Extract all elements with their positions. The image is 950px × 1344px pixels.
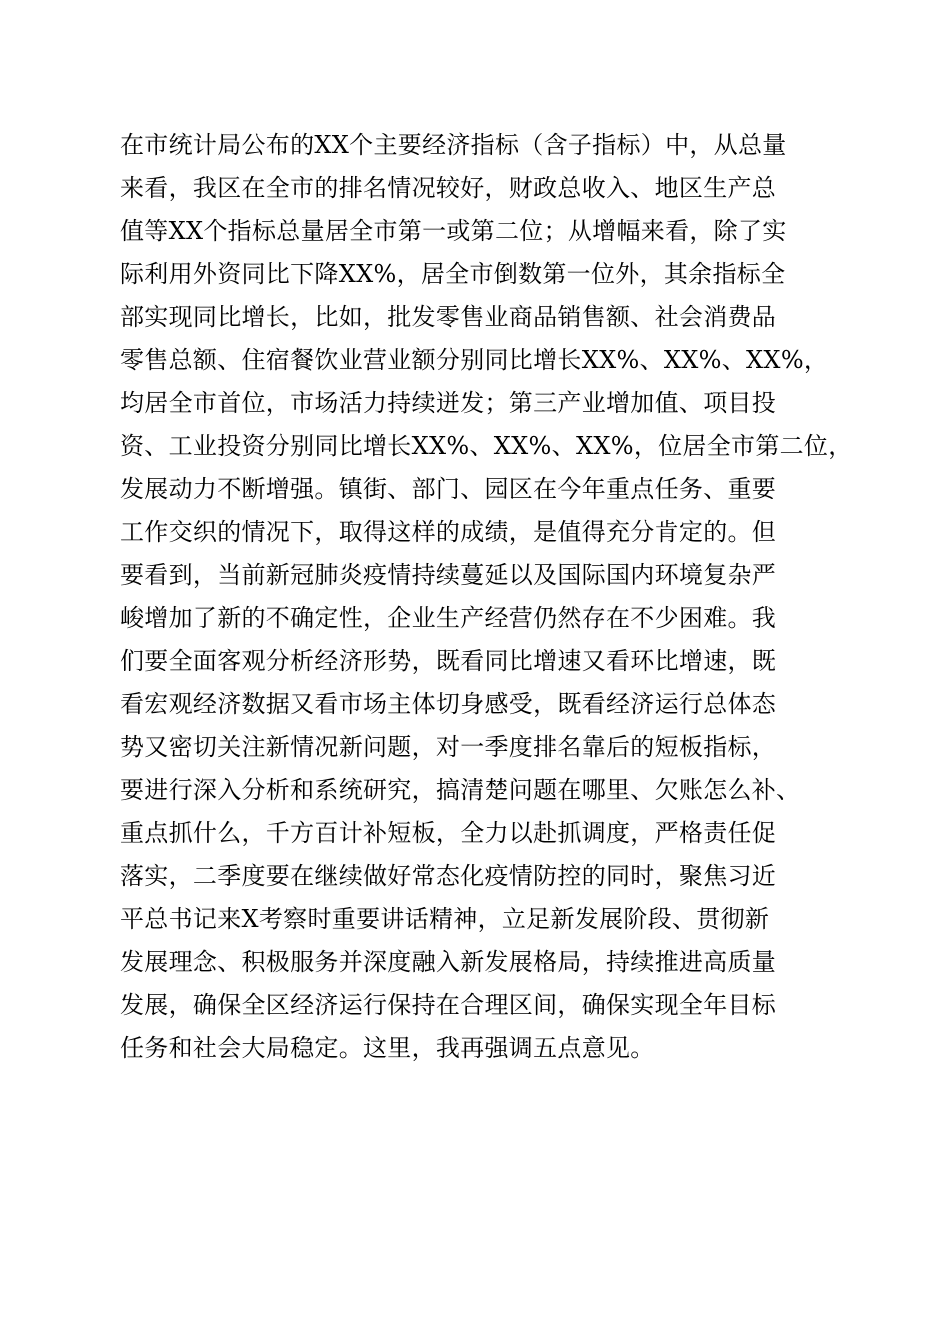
text-line-21: 发展，确保全区经济运行保持在合理区间，确保实现全年目标 [120, 991, 777, 1019]
text-line-2: 来看，我区在全市的排名情况较好，财政总收入、地区生产总 [120, 174, 777, 202]
text-line-20: 发展理念、积极服务并深度融入新发展格局，持续推进高质量 [120, 948, 777, 976]
text-line-8: 资、工业投资分别同比增长XX%、XX%、XX%，位居全市第二位， [120, 432, 853, 460]
text-line-15: 势又密切关注新情况新问题，对一季度排名靠后的短板指标， [120, 733, 777, 761]
text-line-22: 任务和社会大局稳定。这里，我再强调五点意见。 [120, 1034, 655, 1062]
text-line-11: 要看到，当前新冠肺炎疫情持续蔓延以及国际国内环境复杂严 [120, 561, 777, 589]
text-line-7: 均居全市首位，市场活力持续迸发；第三产业增加值、项目投 [120, 389, 777, 417]
text-line-17: 重点抓什么，千方百计补短板，全力以赴抓调度，严格责任促 [120, 819, 777, 847]
text-line-12: 峻增加了新的不确定性，企业生产经营仍然存在不少困难。我 [120, 604, 777, 632]
text-line-9: 发展动力不断增强。镇街、部门、园区在今年重点任务、重要 [120, 475, 777, 503]
text-line-4: 际利用外资同比下降XX%，居全市倒数第一位外，其余指标全 [120, 260, 786, 288]
text-line-3: 值等XX个指标总量居全市第一或第二位；从增幅来看，除了实 [120, 217, 787, 245]
text-line-5: 部实现同比增长，比如，批发零售业商品销售额、社会消费品 [120, 303, 777, 331]
text-line-19: 平总书记来X考察时重要讲话精神，立足新发展阶段、贯彻新 [120, 905, 770, 933]
text-line-10: 工作交织的情况下，取得这样的成绩，是值得充分肯定的。但 [120, 518, 777, 546]
text-line-14: 看宏观经济数据又看市场主体切身感受，既看经济运行总体态 [120, 690, 777, 718]
text-line-16: 要进行深入分析和系统研究，搞清楚问题在哪里、欠账怎么补、 [120, 776, 801, 804]
text-line-18: 落实，二季度要在继续做好常态化疫情防控的同时，聚焦习近 [120, 862, 777, 890]
body-paragraph [120, 124, 853, 1070]
text-line-13: 们要全面客观分析经济形势，既看同比增速又看环比增速，既 [120, 647, 777, 675]
text-line-1: 在市统计局公布的XX个主要经济指标（含子指标）中，从总量 [120, 131, 787, 159]
text-line-6: 零售总额、住宿餐饮业营业额分别同比增长XX%、XX%、XX%， [120, 346, 829, 374]
